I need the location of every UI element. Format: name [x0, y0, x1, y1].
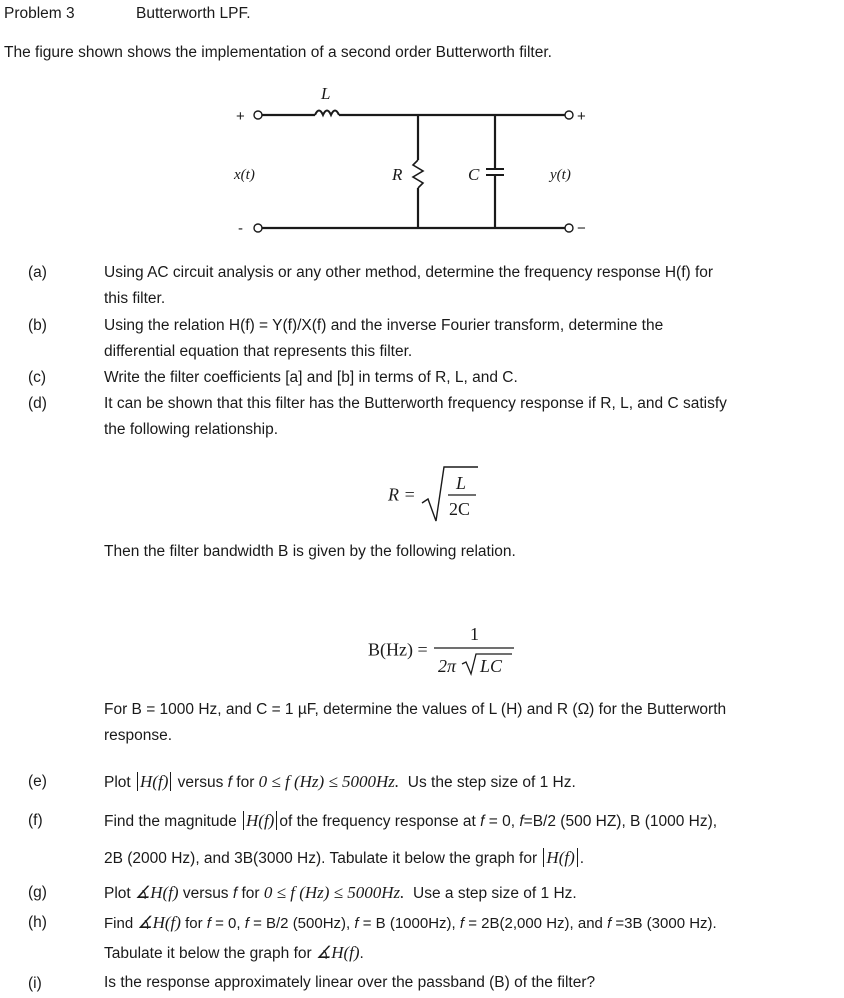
item-e-for: for [236, 774, 255, 791]
equation-r-lhs: R = [388, 484, 416, 505]
item-g-mid: versus [182, 885, 229, 902]
item-f-line1 [104, 808, 717, 835]
item-f-line2-text: 2B (2000 Hz), and 3B(3000 Hz). Tabulate it below the graph for [104, 850, 538, 867]
sqrt-symbol [420, 465, 480, 525]
item-h-b: = 0, [215, 915, 241, 932]
item-e-mid: versus [177, 774, 224, 791]
item-g-angle: ∡H(f) [135, 883, 179, 902]
item-f-vals2: =B/2 (500 HZ), B (1000 Hz), [523, 813, 718, 830]
item-g-for: for [241, 885, 260, 902]
item-a-line1: Using AC circuit analysis or any other method, determine the frequency response H(f) for [104, 264, 714, 281]
capacitor-label: C [468, 165, 480, 184]
item-f-line2: 2B (2000 Hz), and 3B(3000 Hz). Tabulate it below the graph for H(f) . [104, 848, 585, 867]
item-b-label: (b) [28, 317, 47, 334]
item-h-c: = B/2 (500Hz), [253, 915, 351, 932]
item-e-magnitude: H(f) [140, 772, 169, 791]
item-e-fvar: f [227, 774, 232, 791]
item-d-line1: It can be shown that this filter has the Butterworth frequency response if R, L, and C satisfy [104, 395, 727, 412]
item-h-f4: f [459, 915, 465, 932]
input-minus-sign: - [238, 220, 243, 237]
item-e-pre: Plot [104, 774, 131, 791]
item-g-label: (g) [28, 884, 47, 901]
input-signal-label: x(t) [234, 167, 255, 183]
bandwidth-intro: Then the filter bandwidth B is given by the following relation. [104, 543, 516, 560]
equation-r-numerator: L [456, 473, 467, 493]
item-a-line2: this filter. [104, 290, 166, 307]
resistor-label: R [392, 165, 403, 184]
item-e-range: 0 ≤ f (Hz) ≤ 5000Hz. [258, 772, 400, 791]
output-plus-terminal [565, 111, 573, 119]
item-h-d: = B (1000Hz), [362, 915, 456, 932]
inductor-label: L [321, 84, 331, 103]
resistor-symbol [413, 160, 423, 188]
input-plus-sign: + [236, 108, 245, 125]
item-a-label: (a) [28, 264, 47, 281]
item-h-f2: f [244, 915, 249, 932]
item-h-label: (h) [28, 914, 47, 931]
item-d-line2: the following relationship. [104, 421, 279, 438]
output-plus-sign: + [577, 108, 586, 125]
item-f-fvar1: f [480, 813, 485, 830]
output-signal-label: y(t) [550, 167, 571, 183]
item-h-f5: f [607, 915, 612, 932]
item-h-fval: =3B (3000 Hz). [615, 915, 717, 932]
output-minus-sign: − [577, 220, 586, 237]
item-h-line2-text: Tabulate it below the graph for [104, 945, 312, 962]
equation-b-lhs: B(Hz) = [368, 639, 428, 660]
output-minus-terminal [565, 224, 573, 232]
circuit-diagram [220, 80, 600, 250]
item-i-label: (i) [28, 975, 42, 992]
item-f-pre: Find the magnitude [104, 813, 237, 830]
item-h-angle-2: ∡H(f) [315, 943, 360, 962]
item-f-label: (f) [28, 812, 43, 829]
item-h-f3: f [354, 915, 359, 932]
inductor-symbol [315, 111, 339, 116]
given-line2: response. [104, 727, 173, 744]
item-g-pre: Plot [104, 885, 131, 902]
item-f-fvar2: f [519, 813, 524, 830]
item-f-magnitude-2: H(f) [546, 848, 575, 867]
input-plus-terminal [254, 111, 262, 119]
problem-number: Problem 3 [4, 5, 75, 22]
item-f-vals1: = 0, [488, 813, 516, 830]
item-h-line1 [104, 910, 717, 937]
problem-title: Butterworth LPF. [136, 5, 251, 22]
item-h-f1: f [206, 915, 211, 932]
item-e-post: Us the step size of 1 Hz. [407, 774, 576, 791]
input-minus-terminal [254, 224, 262, 232]
item-d-label: (d) [28, 395, 47, 412]
equation-b-radicand: LC [480, 656, 503, 676]
item-g-line [104, 880, 577, 907]
equation-b [368, 622, 516, 678]
item-h-pre: Find [104, 915, 134, 932]
equation-b-denominator-prefix: 2π [438, 656, 457, 676]
item-i-line1: Is the response approximately linear over the passband (B) of the filter? [104, 974, 596, 991]
item-c-line1: Write the filter coefficients [a] and [b] in terms of R, L, and C. [104, 369, 518, 386]
item-g-fvar: f [232, 885, 238, 902]
intro-text: The figure shown shows the implementation of a second order Butterworth filter. [4, 44, 552, 61]
item-b-line2: differential equation that represents this filter. [104, 343, 413, 360]
item-e-line [104, 769, 576, 796]
item-h-e: = 2B(2,000 Hz), and [468, 915, 603, 932]
item-b-line1: Using the relation H(f) = Y(f)/X(f) and the inverse Fourier transform, determine the [104, 317, 664, 334]
equation-r-denominator: 2C [449, 499, 471, 519]
equation-b-numerator: 1 [470, 624, 480, 644]
item-f-post: of the frequency response at [279, 813, 476, 830]
item-h-angle: ∡H(f) [137, 913, 181, 932]
item-g-range: 0 ≤ f (Hz) ≤ 5000Hz. [263, 883, 405, 902]
item-h-line2: Tabulate it below the graph for ∡H(f). [104, 943, 364, 962]
item-c-label: (c) [28, 369, 47, 386]
item-f-magnitude: H(f) [246, 811, 275, 830]
item-g-post: Use a step size of 1 Hz. [413, 885, 577, 902]
given-line1: For B = 1000 Hz, and C = 1 µF, determine the values of L (H) and R (Ω) for the Butterworth [104, 701, 727, 718]
fraction-b [432, 622, 516, 678]
item-h-a: for [185, 915, 203, 932]
item-e-label: (e) [28, 773, 47, 790]
equation-r [388, 465, 480, 525]
